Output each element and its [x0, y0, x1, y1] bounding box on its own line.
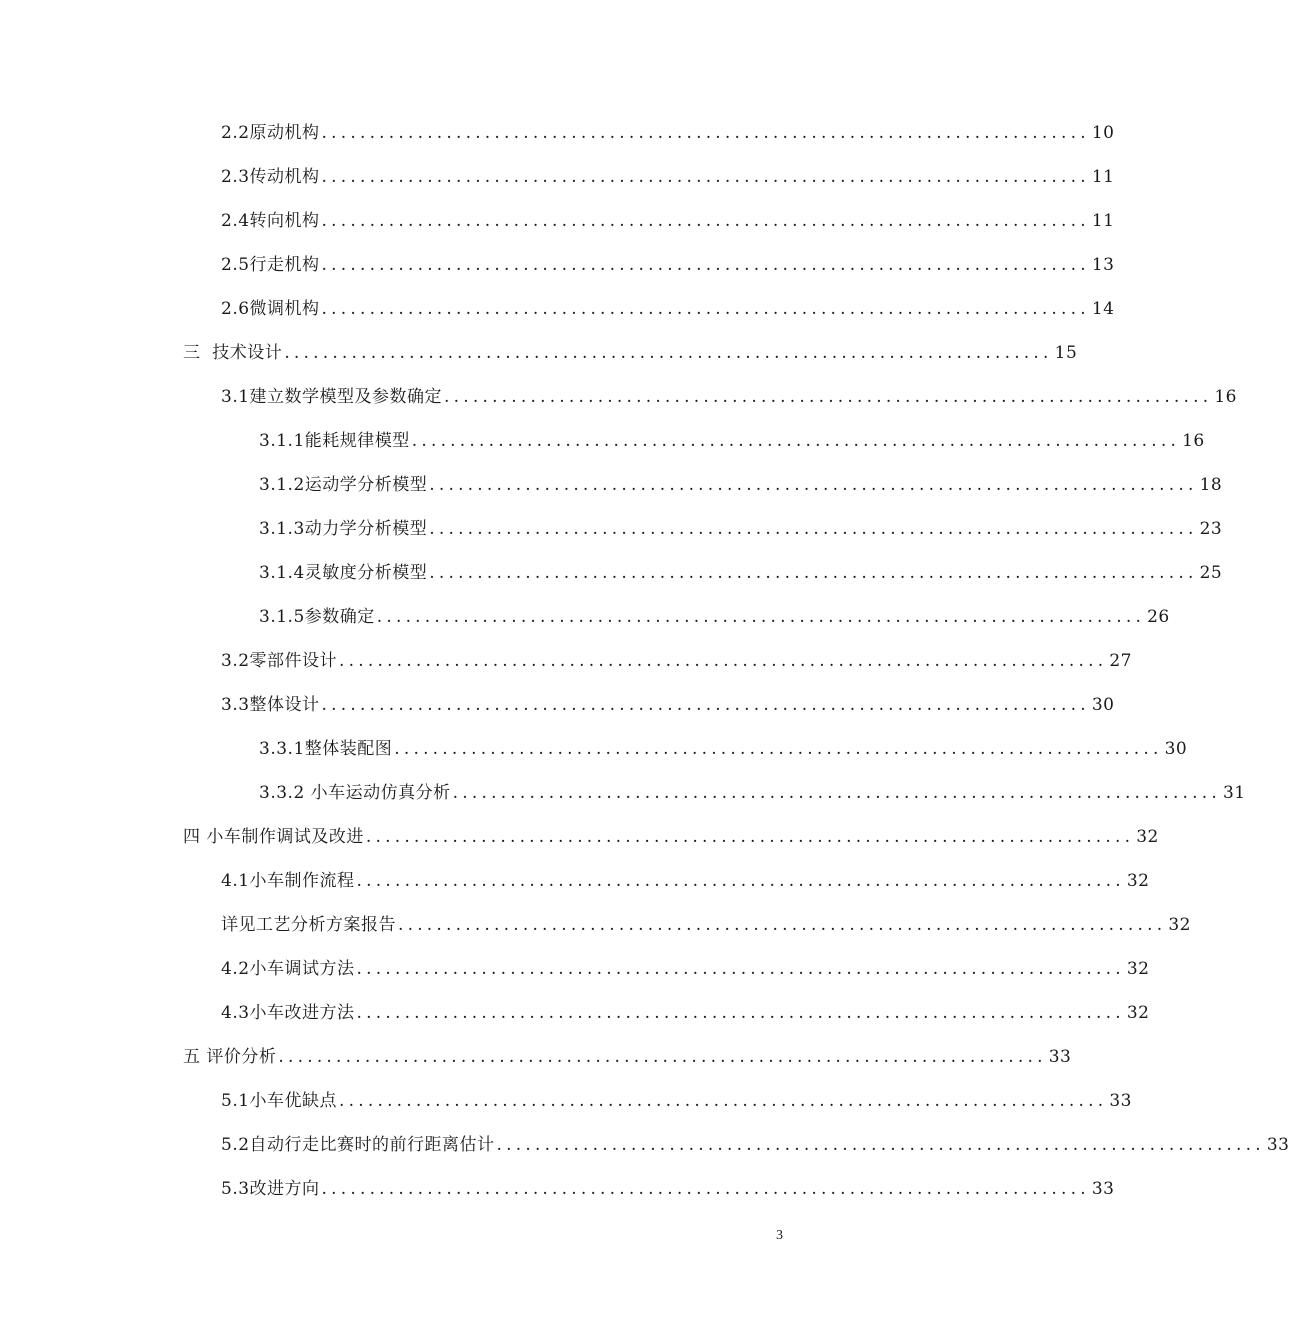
- toc-entry-title: 行走机构: [249, 255, 320, 275]
- toc-entry-number: 3.1.1: [259, 431, 305, 451]
- toc-entry[interactable]: [221, 909, 1191, 941]
- toc-entry-number: 4.2: [221, 959, 250, 979]
- toc-entry-page: 11: [1091, 167, 1115, 187]
- toc-leader-dots: ................................................................................: [321, 211, 1090, 231]
- toc-entry[interactable]: [221, 953, 1150, 985]
- toc-entry[interactable]: [221, 249, 1115, 281]
- toc-entry[interactable]: [221, 997, 1150, 1029]
- toc-entry-title: 动力学分析模型: [304, 519, 428, 539]
- toc-leader-dots: ................................................................................: [278, 1047, 1047, 1067]
- toc-entry[interactable]: [221, 645, 1132, 677]
- toc-entry-number: 三: [183, 343, 201, 363]
- toc-entry-page: 16: [1214, 387, 1237, 407]
- toc-entry-page: 27: [1109, 651, 1132, 671]
- toc-subentry[interactable]: [259, 469, 1223, 501]
- toc-entry-number: 3.1.5: [259, 607, 305, 627]
- toc-subentry[interactable]: [259, 601, 1170, 633]
- toc-leader-dots: ................................................................................: [321, 299, 1090, 319]
- toc-entry-page: 14: [1091, 299, 1115, 319]
- toc-entry-number: 3.1.2: [259, 475, 305, 495]
- toc-subentry[interactable]: [259, 557, 1223, 589]
- toc-entry-title: 转向机构: [249, 211, 320, 231]
- toc-leader-dots: ................................................................................: [356, 1003, 1125, 1023]
- toc-entry-title: 传动机构: [249, 167, 320, 187]
- toc-leader-dots: ................................................................................: [376, 607, 1146, 627]
- toc-entry-number: 五: [183, 1047, 201, 1067]
- toc-entry[interactable]: [221, 293, 1115, 325]
- toc-leader-dots: ................................................................................: [429, 519, 1198, 539]
- toc-subentry[interactable]: [259, 425, 1205, 457]
- toc-entry-page: 23: [1199, 519, 1223, 539]
- toc-entry-page: 13: [1091, 255, 1115, 275]
- toc-entry-number: 3.3.1: [259, 739, 305, 759]
- toc-leader-dots: ................................................................................: [496, 1135, 1265, 1155]
- toc-entry[interactable]: [221, 1085, 1132, 1117]
- toc-entry-page: 11: [1091, 211, 1115, 231]
- toc-entry[interactable]: [221, 1173, 1115, 1205]
- toc-leader-dots: ................................................................................: [398, 915, 1167, 935]
- toc-leader-dots: ................................................................................: [452, 783, 1221, 803]
- toc-entry-title: 小车制作调试及改进: [200, 827, 364, 847]
- toc-entry-number: 2.4: [221, 211, 250, 231]
- toc-entry-number: 3.3.2: [259, 783, 305, 803]
- toc-entry-number: 5.2: [221, 1135, 250, 1155]
- toc-leader-dots: ................................................................................: [365, 827, 1135, 847]
- toc-entry-title: 技术设计: [200, 343, 283, 363]
- toc-entry-number: 3.1: [221, 387, 250, 407]
- toc-entry[interactable]: [221, 865, 1150, 897]
- toc-subentry[interactable]: [259, 513, 1223, 545]
- toc-entry-number: 4.1: [221, 871, 250, 891]
- toc-entry-page: 30: [1164, 739, 1188, 759]
- toc-entry-number: 3.3: [221, 695, 250, 715]
- toc-entry-page: 32: [1126, 959, 1150, 979]
- toc-entry-page: 18: [1199, 475, 1223, 495]
- toc-entry-title: 能耗规律模型: [304, 431, 410, 451]
- toc-entry-title: 灵敏度分析模型: [304, 563, 428, 583]
- toc-leader-dots: ................................................................................: [429, 563, 1198, 583]
- toc-leader-dots: ................................................................................: [411, 431, 1181, 451]
- toc-entry-page: 30: [1091, 695, 1115, 715]
- toc-entry-title: 评价分析: [200, 1047, 277, 1067]
- toc-entry-title: 改进方向: [249, 1179, 320, 1199]
- toc-entry-page: 15: [1054, 343, 1078, 363]
- toc-leader-dots: ................................................................................: [321, 255, 1090, 275]
- toc-entry[interactable]: [221, 689, 1115, 721]
- toc-entry[interactable]: [221, 117, 1115, 149]
- toc-entry-title: 小车运动仿真分析: [304, 783, 451, 803]
- toc-leader-dots: ................................................................................: [339, 1091, 1108, 1111]
- toc-entry-number: 2.6: [221, 299, 250, 319]
- toc-entry-title: 整体装配图: [304, 739, 393, 759]
- toc-entry-title: 自动行走比赛时的前行距离估计: [249, 1135, 495, 1155]
- toc-leader-dots: ................................................................................: [356, 871, 1125, 891]
- toc-entry-page: 31: [1222, 783, 1246, 803]
- toc-entry-title: 小车制作流程: [249, 871, 355, 891]
- toc-leader-dots: ................................................................................: [429, 475, 1198, 495]
- toc-entry-number: 5.3: [221, 1179, 250, 1199]
- toc-entry[interactable]: [221, 205, 1115, 237]
- toc-entry-number: 2.5: [221, 255, 250, 275]
- toc-leader-dots: ................................................................................: [339, 651, 1108, 671]
- toc-entry-title: 详见工艺分析方案报告: [221, 915, 396, 935]
- toc-entry-page: 33: [1266, 1135, 1290, 1155]
- toc-entry-title: 微调机构: [249, 299, 320, 319]
- toc-chapter-entry[interactable]: [183, 821, 1159, 853]
- toc-entry-page: 33: [1048, 1047, 1072, 1067]
- toc-entry[interactable]: [221, 381, 1237, 413]
- toc-entry-number: 3.1.4: [259, 563, 305, 583]
- toc-subentry[interactable]: [259, 733, 1188, 765]
- toc-entry-page: 33: [1109, 1091, 1132, 1111]
- toc-entry-number: 2.2: [221, 123, 250, 143]
- toc-leader-dots: ................................................................................: [284, 343, 1053, 363]
- toc-entry-page: 10: [1091, 123, 1115, 143]
- toc-entry-page: 32: [1136, 827, 1159, 847]
- toc-entry-title: 建立数学模型及参数确定: [249, 387, 443, 407]
- toc-entry-number: 3.2: [221, 651, 250, 671]
- toc-leader-dots: ................................................................................: [321, 123, 1090, 143]
- toc-entry-title: 原动机构: [249, 123, 320, 143]
- toc-entry-number: 4.3: [221, 1003, 250, 1023]
- page-number: 3: [776, 1228, 783, 1243]
- toc-entry[interactable]: [221, 1129, 1290, 1161]
- toc-entry-page: 16: [1182, 431, 1205, 451]
- toc-leader-dots: ................................................................................: [444, 387, 1213, 407]
- toc-entry-number: 2.3: [221, 167, 250, 187]
- toc-entry-title: 运动学分析模型: [304, 475, 428, 495]
- toc-entry-page: 33: [1091, 1179, 1115, 1199]
- toc-entry-page: 32: [1126, 871, 1150, 891]
- toc-entry-page: 32: [1126, 1003, 1150, 1023]
- toc-entry-title: 参数确定: [304, 607, 375, 627]
- toc-entry-title: 小车调试方法: [249, 959, 355, 979]
- toc-entry-number: 四: [183, 827, 201, 847]
- toc-leader-dots: ................................................................................: [394, 739, 1163, 759]
- toc-leader-dots: ................................................................................: [321, 1179, 1090, 1199]
- toc-entry-number: 3.1.3: [259, 519, 305, 539]
- toc-leader-dots: ................................................................................: [321, 695, 1090, 715]
- toc-entry[interactable]: [221, 161, 1115, 193]
- toc-chapter-entry[interactable]: [183, 337, 1078, 369]
- toc-entry-number: 5.1: [221, 1091, 250, 1111]
- toc-leader-dots: ................................................................................: [321, 167, 1090, 187]
- toc-subentry[interactable]: [259, 777, 1246, 809]
- toc-entry-title: 小车优缺点: [249, 1091, 338, 1111]
- toc-entry-title: 零部件设计: [249, 651, 338, 671]
- toc-entry-page: 32: [1168, 915, 1191, 935]
- toc-entry-page: 26: [1147, 607, 1170, 627]
- toc-entry-title: 小车改进方法: [249, 1003, 355, 1023]
- toc-chapter-entry[interactable]: [183, 1041, 1072, 1073]
- toc-entry-title: 整体设计: [249, 695, 320, 715]
- toc-entry-page: 25: [1199, 563, 1223, 583]
- toc-leader-dots: ................................................................................: [356, 959, 1125, 979]
